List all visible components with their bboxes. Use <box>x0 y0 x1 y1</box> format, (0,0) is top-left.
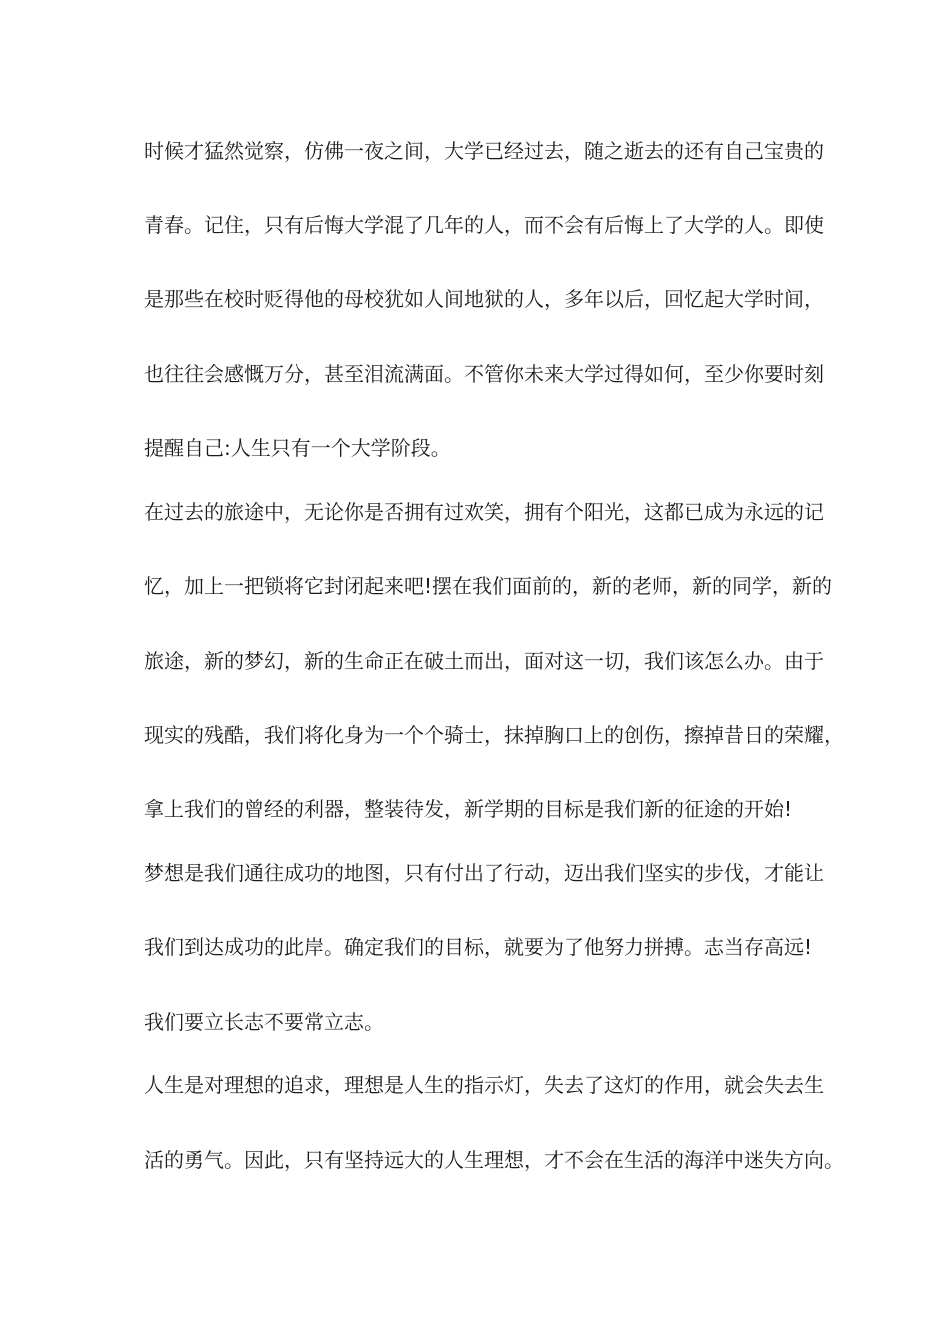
text-line: 现实的残酷，我们将化身为一个个骑士，抹掉胸口上的创伤，擦掉昔日的荣耀， <box>144 723 844 747</box>
text-line: 活的勇气。因此，只有坚持远大的人生理想，才不会在生活的海洋中迷失方向。 <box>144 1148 844 1172</box>
text-line: 在过去的旅途中，无论你是否拥有过欢笑，拥有个阳光，这都已成为永远的记 <box>144 500 824 524</box>
text-line: 是那些在校时贬得他的母校犹如人间地狱的人，多年以后，回忆起大学时间， <box>144 287 824 311</box>
text-line: 忆，加上一把锁将它封闭起来吧!摆在我们面前的，新的老师，新的同学，新的 <box>144 574 833 598</box>
text-line: 时候才猛然觉察，仿佛一夜之间，大学已经过去，随之逝去的还有自己宝贵的 <box>144 139 824 163</box>
text-line: 拿上我们的曾经的利器，整装待发，新学期的目标是我们新的征途的开始! <box>144 797 793 821</box>
text-line: 梦想是我们通往成功的地图，只有付出了行动，迈出我们坚实的步伐，才能让 <box>144 861 824 885</box>
text-line: 也往往会感慨万分，甚至泪流满面。不管你未来大学过得如何，至少你要时刻 <box>144 362 824 386</box>
text-line: 旅途，新的梦幻，新的生命正在破土而出，面对这一切，我们该怎么办。由于 <box>144 649 824 673</box>
text-line: 提醒自己:人生只有一个大学阶段。 <box>144 436 451 460</box>
text-line: 我们要立长志不要常立志。 <box>144 1010 384 1034</box>
text-line: 青春。记住，只有后悔大学混了几年的人，而不会有后悔上了大学的人。即使 <box>144 213 824 237</box>
text-line: 人生是对理想的追求，理想是人生的指示灯，失去了这灯的作用，就会失去生 <box>144 1073 824 1097</box>
text-line: 我们到达成功的此岸。确定我们的目标，就要为了他努力拼搏。志当存高远! <box>144 935 813 959</box>
